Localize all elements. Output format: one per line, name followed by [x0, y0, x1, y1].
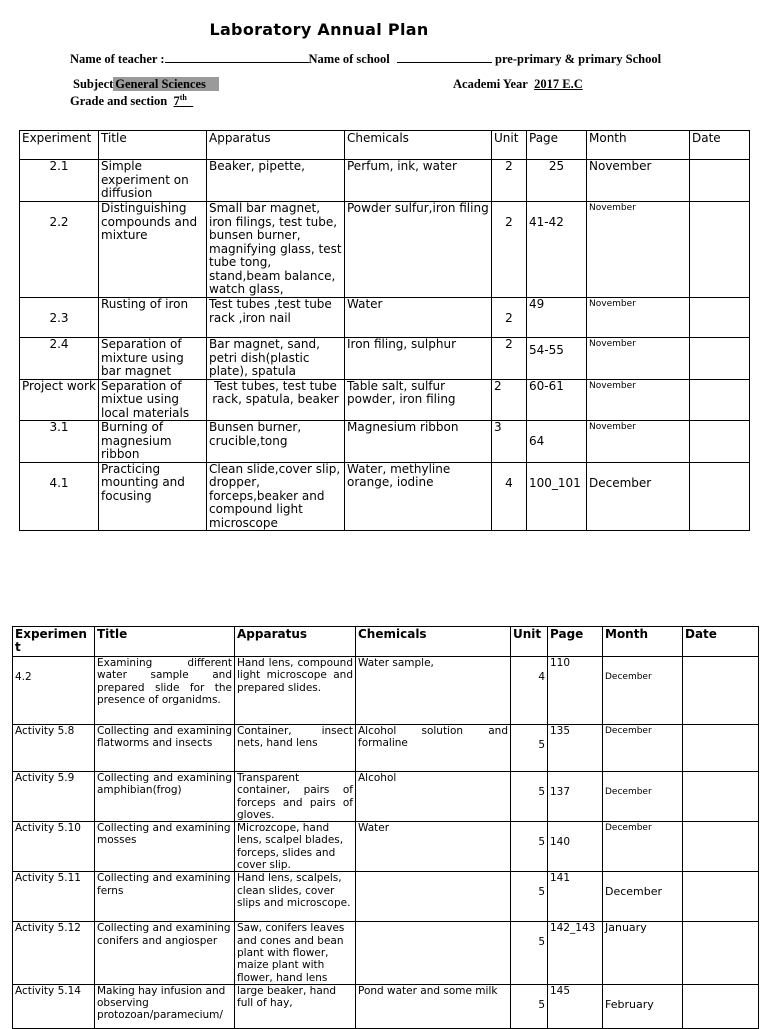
- cell-unit: 4: [492, 462, 527, 531]
- cell-apparatus: Test tubes, test tube rack, spatula, beaker: [207, 379, 345, 421]
- cell-month: November: [587, 338, 690, 380]
- cell-title: Rusting of iron: [99, 298, 207, 338]
- teacher-line: [70, 52, 661, 67]
- cell-month: November: [587, 379, 690, 421]
- cell-chemicals: Powder sulfur,iron filing: [345, 202, 492, 298]
- cell-apparatus: Test tubes ,test tube rack ,iron nail: [207, 298, 345, 338]
- cell-page: 142_143: [548, 922, 603, 984]
- table-row: [13, 657, 759, 725]
- cell-month: November: [587, 160, 690, 202]
- cell-chemicals: Alcohol: [356, 772, 511, 822]
- cell-experiment: Project work: [20, 379, 99, 421]
- cell-experiment: Activity 5.12: [13, 922, 95, 984]
- header-title: Title: [99, 131, 207, 160]
- cell-title: Collecting and examining flatworms and insects: [95, 725, 235, 772]
- cell-month: December: [603, 772, 683, 822]
- cell-month: January: [603, 922, 683, 984]
- cell-title: Burning of magnesium ribbon: [99, 421, 207, 463]
- cell-apparatus: Beaker, pipette,: [207, 160, 345, 202]
- cell-unit: 2: [492, 202, 527, 298]
- cell-apparatus: Clean slide,cover slip, dropper, forceps,beaker and compound light microscope: [207, 462, 345, 531]
- cell-chemicals: Pond water and some milk: [356, 984, 511, 1028]
- cell-unit: 5: [511, 922, 548, 984]
- table-row: [20, 338, 750, 380]
- cell-unit: 5: [511, 822, 548, 872]
- header-chemicals: Chemicals: [345, 131, 492, 160]
- teacher-blank: [165, 53, 309, 63]
- cell-title: Collecting and examining amphibian(frog): [95, 772, 235, 822]
- cell-apparatus: Bunsen burner, crucible,tong: [207, 421, 345, 463]
- header-date: Date: [683, 627, 759, 657]
- table-row: [13, 772, 759, 822]
- cell-chemicals: [356, 922, 511, 984]
- table-row: [13, 822, 759, 872]
- year-line: [453, 77, 583, 92]
- cell-page: 100_101: [527, 462, 587, 531]
- cell-apparatus: Hand lens, scalpels, clean slides, cover slips and microscope.: [235, 872, 356, 922]
- cell-date: [690, 298, 750, 338]
- cell-apparatus: large beaker, hand full of hay,: [235, 984, 356, 1028]
- cell-chemicals: Perfum, ink, water: [345, 160, 492, 202]
- cell-experiment: 4.2: [13, 657, 95, 725]
- school-label: Name of school: [308, 52, 390, 66]
- cell-date: [690, 202, 750, 298]
- cell-page: 145: [548, 984, 603, 1028]
- cell-page: 135: [548, 725, 603, 772]
- header-apparatus: Apparatus: [207, 131, 345, 160]
- grade-label: Grade and section: [70, 94, 168, 109]
- header-date: Date: [690, 131, 750, 160]
- cell-experiment: 3.1: [20, 421, 99, 463]
- cell-month: November: [587, 298, 690, 338]
- cell-unit: 5: [511, 772, 548, 822]
- cell-chemicals: Magnesium ribbon: [345, 421, 492, 463]
- cell-title: Practicing mounting and focusing: [99, 462, 207, 531]
- cell-experiment: Activity 5.14: [13, 984, 95, 1028]
- cell-page: 137: [548, 772, 603, 822]
- table-row: [20, 421, 750, 463]
- header-page: Page: [548, 627, 603, 657]
- table-header-row: [13, 627, 759, 657]
- cell-month: December: [603, 657, 683, 725]
- cell-title: Separation of mixture using bar magnet: [99, 338, 207, 380]
- cell-unit: 2: [492, 160, 527, 202]
- cell-month: December: [603, 822, 683, 872]
- table-row: [20, 202, 750, 298]
- cell-apparatus: Small bar magnet, iron filings, test tube, bunsen burner, magnifying glass, test tube tong, stand,beam balance, watch glass,: [207, 202, 345, 298]
- table-row: [13, 872, 759, 922]
- cell-apparatus: Container, insect nets, hand lens: [235, 725, 356, 772]
- lab-plan-table-2: [12, 626, 759, 1029]
- cell-page: 49: [527, 298, 587, 338]
- subject-label: Subject: [73, 77, 114, 91]
- cell-title: Separation of mixtue using local materials: [99, 379, 207, 421]
- cell-month: December: [603, 872, 683, 922]
- grade-suffix: th: [179, 93, 187, 102]
- cell-experiment: 2.4: [20, 338, 99, 380]
- cell-apparatus: Hand lens, compound light microscope and prepared slides.: [235, 657, 356, 725]
- cell-date: [690, 338, 750, 380]
- cell-experiment: Activity 5.9: [13, 772, 95, 822]
- cell-unit: 2: [492, 338, 527, 380]
- cell-date: [690, 462, 750, 531]
- cell-unit: 2: [492, 379, 527, 421]
- cell-apparatus: Microzcope, hand lens, scalpel blades, forceps, slides and cover slip.: [235, 822, 356, 872]
- cell-page: 110: [548, 657, 603, 725]
- cell-apparatus: Transparent container, pairs of forceps and pairs of gloves.: [235, 772, 356, 822]
- subject-line: [73, 77, 219, 92]
- cell-unit: 5: [511, 872, 548, 922]
- table-row: [20, 160, 750, 202]
- header-experiment: Experiment: [20, 131, 99, 160]
- cell-page: 140: [548, 822, 603, 872]
- cell-chemicals: Iron filing, sulphur: [345, 338, 492, 380]
- cell-chemicals: Water, methyline orange, iodine: [345, 462, 492, 531]
- grade-number: 7: [173, 94, 180, 109]
- cell-title: Collecting and examining conifers and angiosper: [95, 922, 235, 984]
- cell-chemicals: Water: [356, 822, 511, 872]
- table-header-row: [20, 131, 750, 160]
- cell-experiment: 2.2: [20, 202, 99, 298]
- cell-page: 60-61: [527, 379, 587, 421]
- cell-chemicals: Water: [345, 298, 492, 338]
- year-value: 2017 E.C: [534, 77, 583, 91]
- cell-experiment: 2.3: [20, 298, 99, 338]
- cell-date: [683, 822, 759, 872]
- header-apparatus: Apparatus: [235, 627, 356, 657]
- header-chemicals: Chemicals: [356, 627, 511, 657]
- lab-plan-table-1: [19, 130, 750, 531]
- header-month: Month: [587, 131, 690, 160]
- cell-page: 25: [527, 160, 587, 202]
- cell-chemicals: Alcohol solution and formaline: [356, 725, 511, 772]
- cell-experiment: 2.1: [20, 160, 99, 202]
- header-unit: Unit: [511, 627, 548, 657]
- school-suffix: pre-primary & primary School: [495, 52, 662, 66]
- cell-title: Making hay infusion and observing protozoan/paramecium/: [95, 984, 235, 1028]
- cell-page: 54-55: [527, 338, 587, 380]
- cell-month: November: [587, 202, 690, 298]
- cell-chemicals: Water sample,: [356, 657, 511, 725]
- cell-date: [683, 984, 759, 1028]
- cell-chemicals: [356, 872, 511, 922]
- teacher-label: Name of teacher :: [70, 52, 165, 66]
- table-row: [20, 298, 750, 338]
- cell-unit: 5: [511, 725, 548, 772]
- cell-title: Distinguishing compounds and mixture: [99, 202, 207, 298]
- cell-unit: 2: [492, 298, 527, 338]
- cell-month: November: [587, 421, 690, 463]
- header-month: Month: [603, 627, 683, 657]
- header-title: Title: [95, 627, 235, 657]
- cell-title: Collecting and examining mosses: [95, 822, 235, 872]
- subject-value: General Sciences: [113, 77, 219, 91]
- grade-value: 7th_: [173, 93, 194, 109]
- cell-date: [690, 379, 750, 421]
- table-row: [20, 379, 750, 421]
- cell-page: 41-42: [527, 202, 587, 298]
- table-row: [20, 462, 750, 531]
- cell-unit: 5: [511, 984, 548, 1028]
- cell-experiment: Activity 5.10: [13, 822, 95, 872]
- cell-month: February: [603, 984, 683, 1028]
- cell-page: 141: [548, 872, 603, 922]
- cell-unit: 4: [511, 657, 548, 725]
- cell-date: [683, 657, 759, 725]
- cell-title: Simple experiment on diffusion: [99, 160, 207, 202]
- cell-page: 64: [527, 421, 587, 463]
- cell-chemicals: Table salt, sulfur powder, iron filing: [345, 379, 492, 421]
- cell-experiment: Activity 5.8: [13, 725, 95, 772]
- cell-apparatus: Saw, conifers leaves and cones and bean plant with flower, maize plant with flower, hand lens: [235, 922, 356, 984]
- table-row: [13, 922, 759, 984]
- grade-line: [70, 93, 193, 109]
- table-row: [13, 984, 759, 1028]
- document-title: Laboratory Annual Plan: [209, 20, 429, 39]
- cell-date: [683, 772, 759, 822]
- cell-experiment: Activity 5.11: [13, 872, 95, 922]
- cell-date: [690, 160, 750, 202]
- table-row: [13, 725, 759, 772]
- cell-unit: 3: [492, 421, 527, 463]
- cell-date: [683, 872, 759, 922]
- cell-date: [690, 421, 750, 463]
- cell-month: December: [587, 462, 690, 531]
- cell-month: December: [603, 725, 683, 772]
- header-experiment: Experiment: [13, 627, 95, 657]
- cell-apparatus: Bar magnet, sand, petri dish(plastic plate), spatula: [207, 338, 345, 380]
- cell-title: Collecting and examining ferns: [95, 872, 235, 922]
- cell-experiment: 4.1: [20, 462, 99, 531]
- cell-date: [683, 725, 759, 772]
- cell-date: [683, 922, 759, 984]
- header-unit: Unit: [492, 131, 527, 160]
- school-blank: [397, 53, 492, 63]
- year-label: Academi Year: [453, 77, 528, 91]
- header-page: Page: [527, 131, 587, 160]
- cell-title: Examining different water sample and prepared slide for the presence of organidms.: [95, 657, 235, 725]
